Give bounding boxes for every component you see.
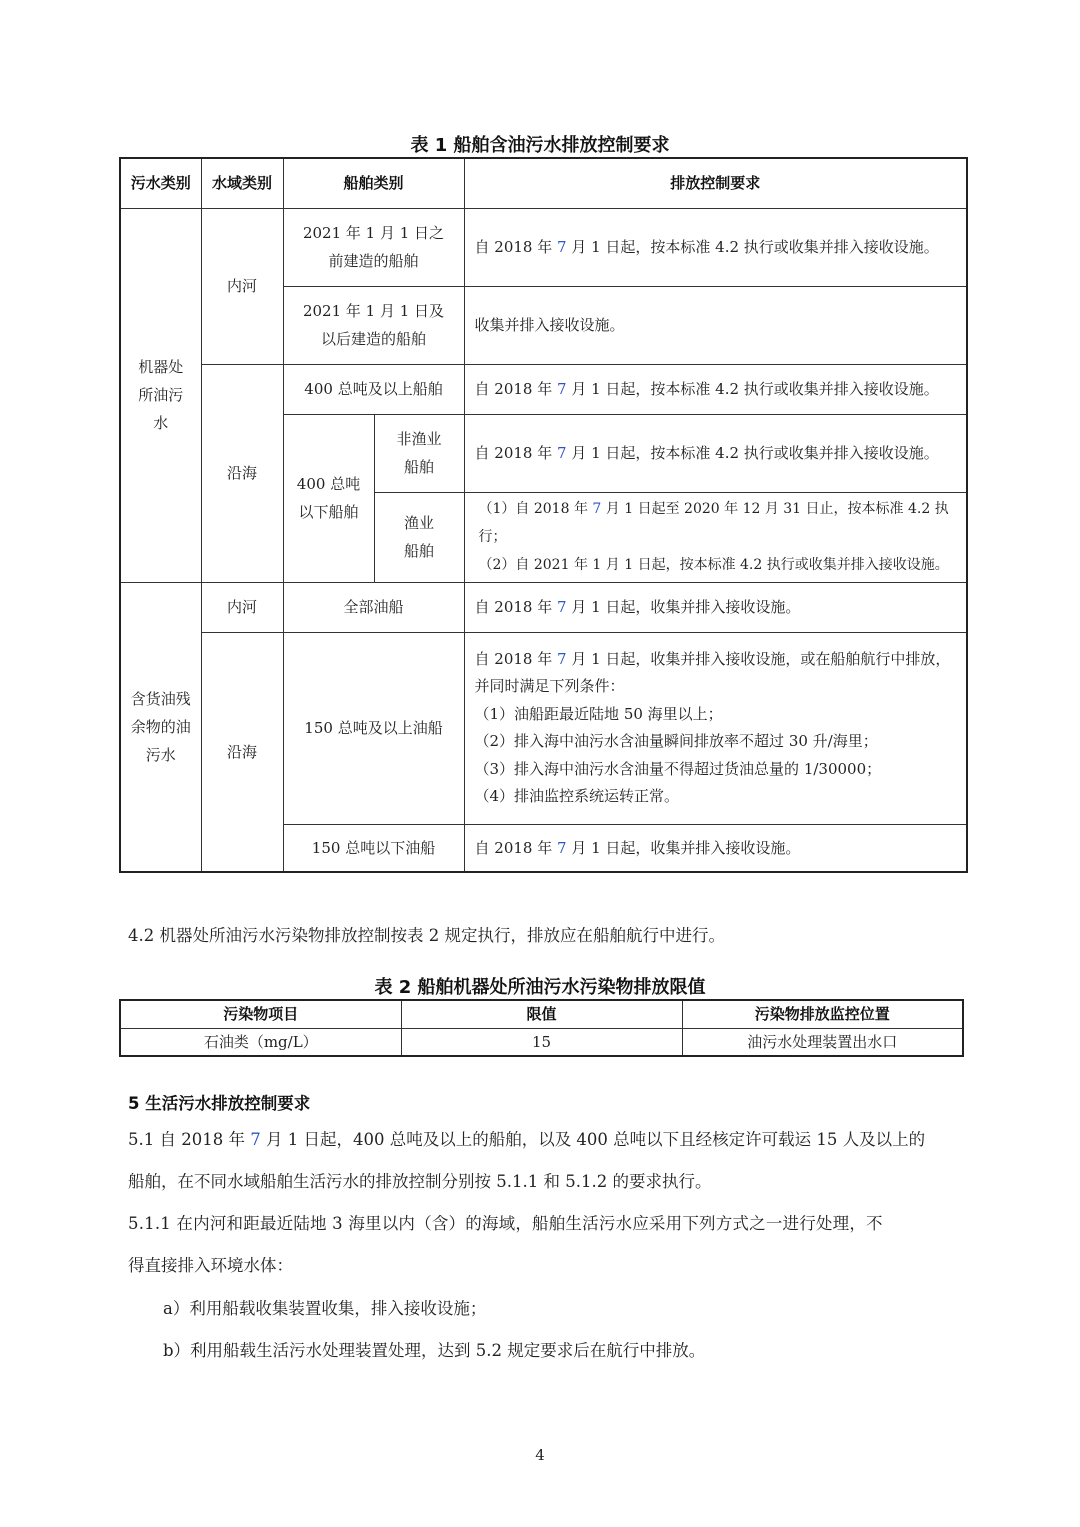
cargo-inland-label: 内河 <box>201 582 283 632</box>
fishing-ship: 渔业船舶 <box>374 492 464 582</box>
pollutant-limit: 15 <box>401 1028 682 1056</box>
engine-coastal-req-1: 自 2018 年 7 月 1 日起，按本标准 4.2 执行或收集并排入接收设施。 <box>464 364 967 414</box>
engine-inland-label: 内河 <box>201 208 283 364</box>
non-fishing-req: 自 2018 年 7 月 1 日起，按本标准 4.2 执行或收集并排入接收设施。 <box>464 414 967 492</box>
engine-inland-ship-1: 2021 年 1 月 1 日之前建造的船舶 <box>283 208 464 286</box>
table1-caption: 表 1 船舶含油污水排放控制要求 <box>410 135 670 156</box>
oily-water-table <box>119 157 968 873</box>
header-monitor-location: 污染物排放监控位置 <box>682 1000 963 1028</box>
page-number: 4 <box>535 1446 545 1464</box>
header-discharge-req: 排放控制要求 <box>464 158 967 208</box>
cargo-inland-ship: 全部油船 <box>283 582 464 632</box>
pollutant-name: 石油类（mg/L） <box>120 1028 401 1056</box>
engine-coastal-ship-1: 400 总吨及以上船舶 <box>283 364 464 414</box>
list-item-b: b）利用船载生活污水处理装置处理，达到 5.2 规定要求后在航行中排放。 <box>163 1341 706 1360</box>
para-5-1-1-line2: 得直接排入环境水体： <box>128 1256 293 1275</box>
cargo-coastal-req-1: 自 2018 年 7 月 1 日起，收集并排入接收设施，或在船舶航行中排放， 并同时满足下列条件： （1）油船距最近陆地 50 海里以上； （2）排入海中油污水含油量瞬间排放率不超过 30 升/海里； （3）排入海中油污水含油量不得超过货油总量的 1/30000； （4）排油监控系统运转正常。 <box>464 632 967 824</box>
engine-inland-req-2: 收集并排入接收设施。 <box>464 286 967 364</box>
engine-inland-req-1: 自 2018 年 7 月 1 日起，按本标准 4.2 执行或收集并排入接收设施。 <box>464 208 967 286</box>
engine-coastal-label: 沿海 <box>201 364 283 582</box>
header-limit: 限值 <box>401 1000 682 1028</box>
engine-inland-ship-2: 2021 年 1 月 1 日及以后建造的船舶 <box>283 286 464 364</box>
header-water-area: 水域类别 <box>201 158 283 208</box>
engine-coastal-small-ship: 400 总吨以下船舶 <box>283 414 374 582</box>
para-5-1-1-line1: 5.1.1 在内河和距最近陆地 3 海里以内（含）的海域，船舶生活污水应采用下列方式之一进行处理，不 <box>128 1214 883 1233</box>
cargo-coastal-ship-1: 150 总吨及以上油船 <box>283 632 464 824</box>
non-fishing-ship: 非渔业船舶 <box>374 414 464 492</box>
header-sewage-type: 污水类别 <box>120 158 201 208</box>
cargo-oil-category: 含货油残余物的油污水 <box>120 582 201 872</box>
table2-caption: 表 2 船舶机器处所油污水污染物排放限值 <box>374 977 706 998</box>
engine-room-category: 机器处所油污水 <box>120 208 201 582</box>
monitor-location: 油污水处理装置出水口 <box>682 1028 963 1056</box>
cargo-coastal-req-2: 自 2018 年 7 月 1 日起，收集并排入接收设施。 <box>464 824 967 872</box>
para-5-1-line1: 5.1 自 2018 年 7 月 1 日起，400 总吨及以上的船舶，以及 400 总吨以下且经核定许可载运 15 人及以上的 <box>128 1130 926 1149</box>
para-4-2: 4.2 机器处所油污水污染物排放控制按表 2 规定执行，排放应在船舶航行中进行。 <box>128 926 725 945</box>
header-pollutant: 污染物项目 <box>120 1000 401 1028</box>
list-item-a: a）利用船载收集装置收集，排入接收设施； <box>163 1299 487 1318</box>
para-5-1-line2: 船舶，在不同水域船舶生活污水的排放控制分别按 5.1.1 和 5.1.2 的要求执行。 <box>128 1172 712 1191</box>
header-ship-type: 船舶类别 <box>283 158 464 208</box>
section-5-heading: 5 生活污水排放控制要求 <box>128 1094 311 1113</box>
pollutant-limit-table <box>119 999 964 1057</box>
cargo-coastal-label: 沿海 <box>201 632 283 872</box>
cargo-coastal-ship-2: 150 总吨以下油船 <box>283 824 464 872</box>
fishing-req: （1）自 2018 年 7 月 1 日起至 2020 年 12 月 31 日止，按本标准 4.2 执行； （2）自 2021 年 1 月 1 日起，按本标准 4.2 执行或收集并排入接收设施。 <box>464 492 967 582</box>
cargo-inland-req: 自 2018 年 7 月 1 日起，收集并排入接收设施。 <box>464 582 967 632</box>
